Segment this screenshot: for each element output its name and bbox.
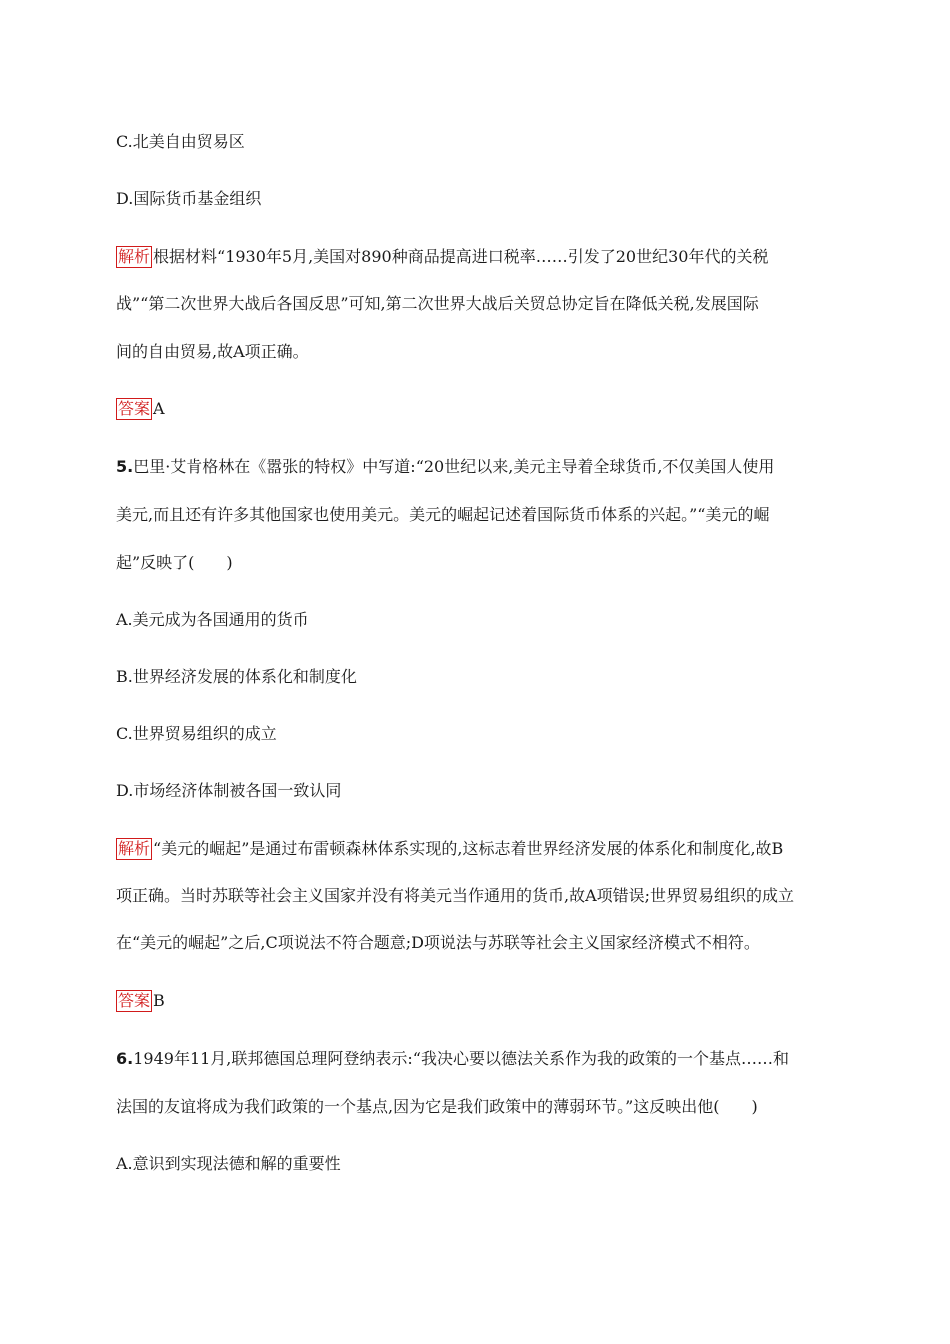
q4-option-d: D.国际货币基金组织 xyxy=(116,189,262,208)
q5-stem-line-1 xyxy=(116,455,838,479)
q5-stem-line-2: 美元,而且还有许多其他国家也使用美元。美元的崛起记述着国际货币体系的兴起。”“美元的崛 xyxy=(116,505,770,524)
answer-tag: 答案 xyxy=(118,399,151,418)
q4-answer xyxy=(116,397,838,421)
q5-analysis-text: “美元的崛起”是通过布雷顿森林体系实现的,这标志着世界经济发展的体系化和制度化,故B xyxy=(153,839,784,858)
q5-option-b: B.世界经济发展的体系化和制度化 xyxy=(116,667,357,686)
q6-stem-line-1 xyxy=(116,1047,838,1071)
q5-stem-line-3: 起”反映了( ) xyxy=(116,553,233,572)
q6-stem-line-2: 法国的友谊将成为我们政策的一个基点,因为它是我们政策中的薄弱环节。”这反映出他( ) xyxy=(116,1097,758,1116)
q5-analysis-line-3: 在“美元的崛起”之后,C项说法不符合题意;D项说法与苏联等社会主义国家经济模式不相符。 xyxy=(116,933,760,952)
q6-option-a: A.意识到实现法德和解的重要性 xyxy=(116,1154,341,1173)
q5-analysis-line-2: 项正确。当时苏联等社会主义国家并没有将美元当作通用的货币,故A项错误;世界贸易组织的成立 xyxy=(116,886,795,905)
answer-tag: 答案 xyxy=(118,991,151,1010)
q4-analysis-line-1 xyxy=(116,245,838,269)
q5-number: 5. xyxy=(116,457,134,476)
q5-analysis-line-1 xyxy=(116,837,838,861)
analysis-tag: 解析 xyxy=(118,247,151,266)
q4-analysis-line-2: 战”“第二次世界大战后各国反思”可知,第二次世界大战后关贸总协定旨在降低关税,发展国际 xyxy=(116,294,759,313)
q5-option-c: C.世界贸易组织的成立 xyxy=(116,724,277,743)
q6-number: 6. xyxy=(116,1049,134,1068)
q4-answer-value: A xyxy=(153,399,165,418)
q5-answer-value: B xyxy=(153,991,165,1010)
q5-option-a: A.美元成为各国通用的货币 xyxy=(116,610,309,629)
q4-analysis-text: 根据材料“1930年5月,美国对890种商品提高进口税率……引发了20世纪30年代的关税 xyxy=(153,247,769,266)
q4-option-c: C.北美自由贸易区 xyxy=(116,132,245,151)
analysis-tag: 解析 xyxy=(118,839,151,858)
q6-stem-text: 1949年11月,联邦德国总理阿登纳表示:“我决心要以德法关系作为我的政策的一个基点……和 xyxy=(133,1049,789,1068)
q5-answer xyxy=(116,989,838,1013)
q5-option-d: D.市场经济体制被各国一致认同 xyxy=(116,781,342,800)
q5-stem-text: 巴里·艾肯格林在《嚣张的特权》中写道:“20世纪以来,美元主导着全球货币,不仅美国人使用 xyxy=(133,457,775,476)
q4-analysis-line-3: 间的自由贸易,故A项正确。 xyxy=(116,342,309,361)
